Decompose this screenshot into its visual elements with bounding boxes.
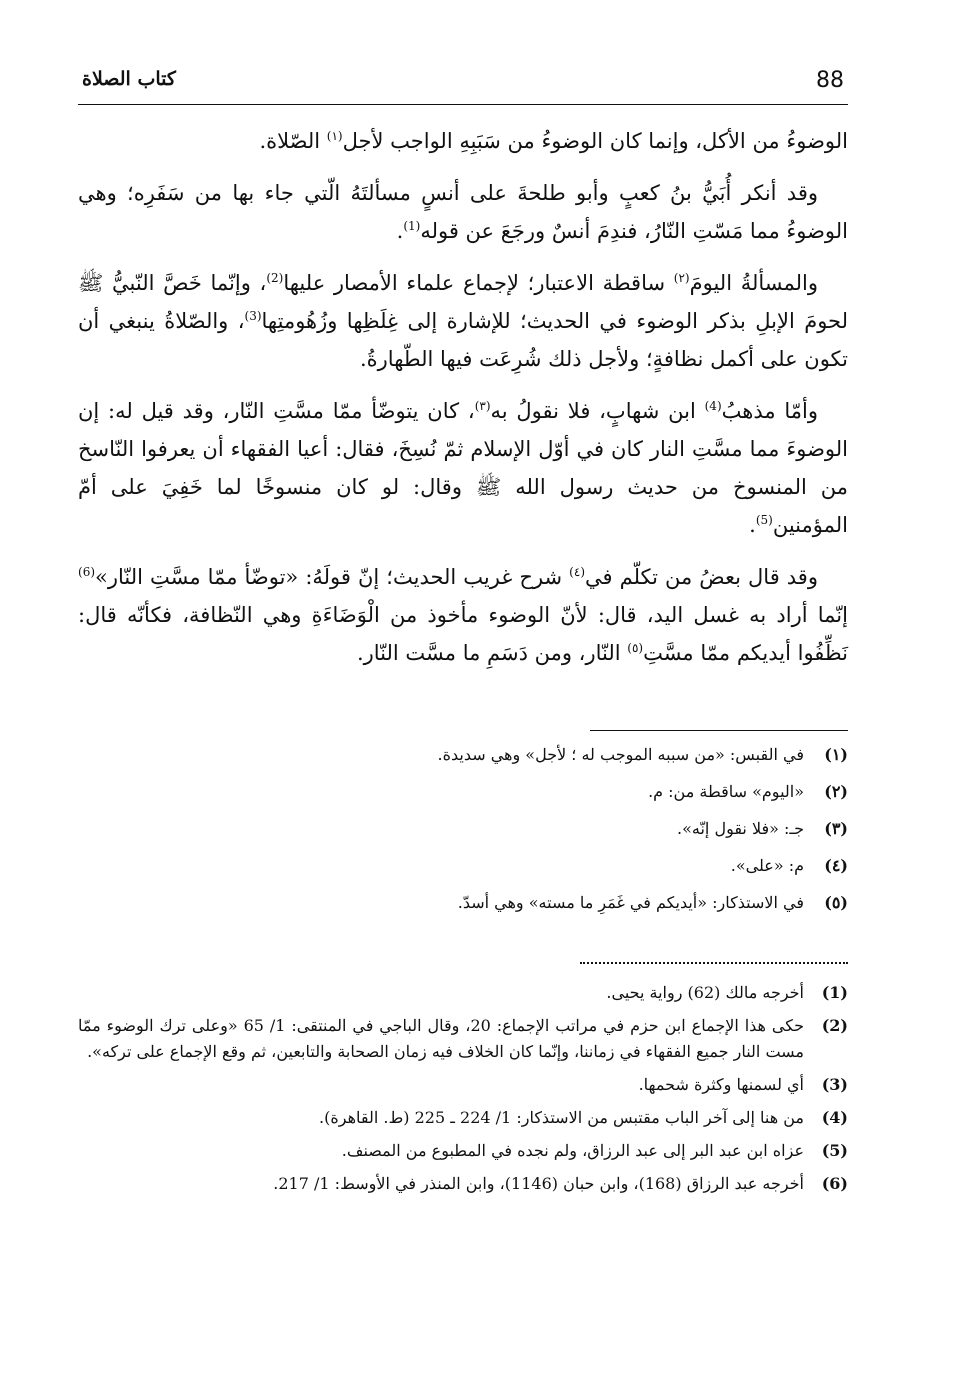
text-run: والمسألةُ اليومَ [689,271,819,295]
text-run: وقد أنكر أُبَيُّ بنُ كعبٍ وأبو طلحةَ على أنسٍ مسألتَهُ الّتي جاء بها من سَفَرِه؛ وهي الوضوءُ مما مَسّتِ النّارُ، فندِمَ أنسٌ ورجَعَ عن قوله [78,181,848,243]
footnote-marker: (6) [78,565,96,579]
text-run: . [396,219,404,243]
page-number: 88 [816,68,844,93]
note-number: (٣) [824,819,848,838]
manuscript-note [78,816,848,853]
manuscript-note-marker: (٤) [569,565,585,579]
note-text: جـ: «فلا نقول إنّه». [677,819,804,838]
paragraph-3 [78,264,848,378]
editor-note [78,1072,848,1098]
editor-note [78,1171,848,1197]
paragraph-4 [78,392,848,544]
manuscript-note-marker: (٥) [627,641,644,655]
editor-note [78,1138,848,1164]
text-run: شرح غريب الحديث؛ إنّ قولَهُ: «توضّأ ممّا مسَّتِ النّار» [95,565,570,589]
footnote-marker: (1) [403,219,421,233]
text-run: ساقطة الاعتبار؛ لإجماع علماء الأمصار عليها [283,271,674,295]
note-text: م: «على». [730,856,804,875]
editor-note [78,980,848,1006]
editor-notes [78,980,848,1204]
text-run: وأمّا مذهبُ [721,399,819,423]
paragraph-1 [78,122,848,160]
text-run: ابن شهابٍ، فلا نقولُ به [490,399,705,423]
note-text: في القبس: «من سببه الموجب له ؛ لأجل» وهي سديدة. [437,745,804,764]
manuscript-note [78,742,848,779]
page-header [78,64,848,105]
paragraph-2 [78,174,848,250]
note-number: (4) [821,1108,848,1127]
footnote-marker: (3) [244,309,262,323]
manuscript-note-marker: (١) [326,129,343,143]
editor-notes-divider [580,962,848,964]
footnote-marker: (4) [704,399,722,413]
note-text: من هنا إلى آخر الباب مقتبس من الاستذكار: 1/ 224 ـ 225 (ط. القاهرة). [319,1108,804,1127]
note-text: أخرجه مالك (62) رواية يحيى. [606,983,804,1002]
manuscript-note-marker: (٢) [673,271,690,285]
manuscript-notes [78,742,848,927]
note-number: (٤) [824,856,848,875]
note-text: في الاستذكار: «أيديكم في غَمَرِ ما مسته» وهي أسدّ. [457,893,804,912]
running-title: كتاب الصلاة [82,68,176,90]
note-text: عزاه ابن عبد البر إلى عبد الرزاق، ولم نجده في المطبوع من المصنف. [341,1141,804,1160]
note-number: (5) [821,1141,848,1160]
text-run: وقد قال بعضُ من تكلّم في [585,565,818,589]
footnote-marker: (2) [266,271,284,285]
manuscript-note [78,890,848,927]
note-number: (2) [821,1016,848,1035]
note-text: «اليوم» ساقطة من: م. [648,782,804,801]
note-text: حكى هذا الإجماع ابن حزم في مراتب الإجماع: 20، وقال الباجي في المنتقى: 1/ 65 «وعلى ترك الوضوء ممّا مست النار جميع الفقهاء في زماننا، وإنّما كان الخلاف فيه زمان الصحابة والتابعين، ثم وقع الإجماع على تركه». [78,1016,804,1061]
manuscript-note [78,853,848,890]
paragraph-5 [78,558,848,672]
note-number: (1) [821,983,848,1002]
footnote-divider [590,730,848,731]
note-number: (3) [821,1075,848,1094]
text-run: إنّما أراد به غسل اليد، قال: لأنّ الوضوء مأخوذ من الْوَضَاءَةِ وهي النّظافة، فكأنّه قال: نَظِّفُوا أيديكم ممّا مسَّتِ [78,603,848,665]
text-run: ، كان يتوضّأ ممّا مسَّتِ النّار، وقد قيل له: إن الوضوءَ مما مسَّتِ النار كان في أوّل الإسلام ثمّ نُسِخَ، فقال: أعيا الفقهاء أن يعرفوا النّاسخ من المنسوخ من حديث رسول الله ﷺ وقال: لو كان منسوخًا لما خَفِيَ على أمّ المؤمنين [78,399,848,537]
manuscript-note-marker: (٣) [474,399,491,413]
text-run: ، وإنّما خَصَّ النّبيُّ ﷺ لحومَ الإبلِ بذكر الوضوء في الحديث؛ للإشارة إلى غِلَظِها وزُهُومتِها [78,271,848,333]
note-number: (6) [821,1174,848,1193]
text-run: . [749,513,756,537]
footnote-marker: (5) [755,513,773,527]
note-number: (١) [824,745,848,764]
editor-note [78,1105,848,1131]
note-number: (٢) [824,782,848,801]
main-text [78,122,848,686]
text-run: الصّلاة. [259,129,327,153]
text-run: ، والصّلاةُ ينبغي أن تكون على أكمل نظافةٍ؛ ولأجل ذلك شُرِعَت فيها الطّهارةُ. [78,309,848,371]
text-run: النّار، ومن دَسَمِ ما مسَّت النّار. [356,641,628,665]
note-text: أخرجه عبد الرزاق (168)، وابن حبان (1146)، وابن المنذر في الأوسط: 1/ 217. [273,1174,804,1193]
note-number: (٥) [824,893,848,912]
note-text: أي لسمنها وكثرة شحمها. [638,1075,804,1094]
manuscript-note [78,779,848,816]
editor-note [78,1013,848,1065]
text-run: الوضوءُ من الأكل، وإنما كان الوضوءُ من سَبَبِهِ الواجب لأجل [342,129,848,153]
